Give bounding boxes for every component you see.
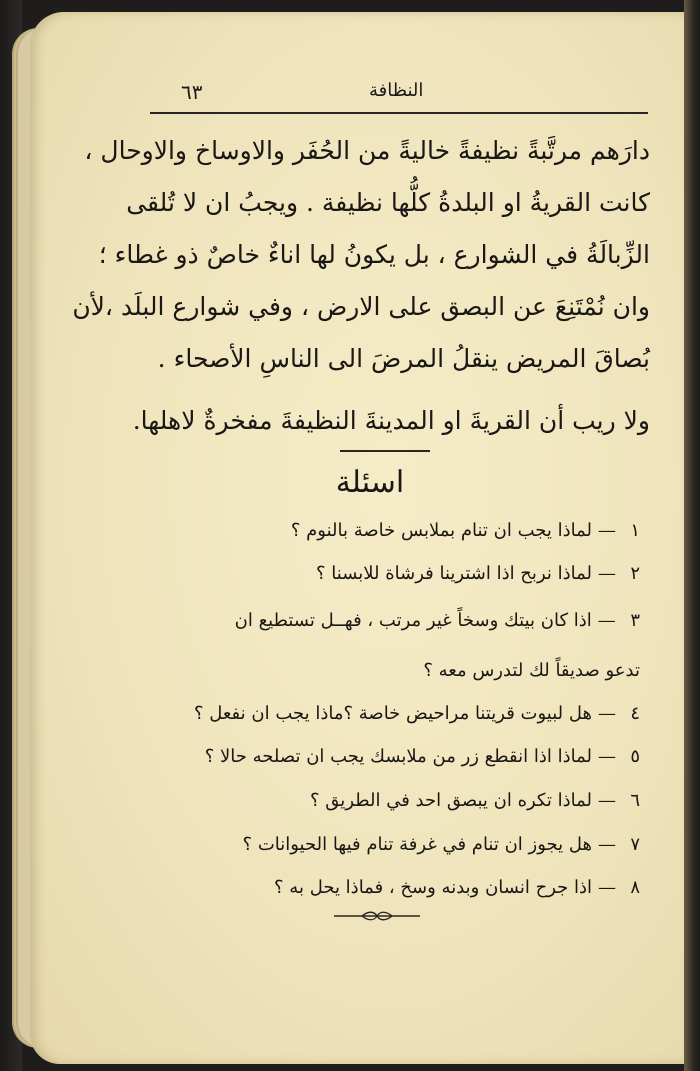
question-number: ١ bbox=[630, 520, 640, 541]
closing-line: ولا ريب أن القريةَ او المدينةَ النظيفةَ مفخرةٌ لاهلها. bbox=[132, 406, 650, 435]
question-item bbox=[243, 834, 640, 855]
body-line: الزِّبالَةُ في الشوارع ، بل يكونُ لها اناءٌ خاصٌ ذو غطاء ؛ bbox=[98, 240, 650, 269]
body-line: كانت القريةُ او البلدةُ كلُّها نظيفة . ويجبُ ان لا تُلقى bbox=[126, 188, 650, 217]
page-number: ٦٣ bbox=[181, 80, 203, 104]
question-text: اذا كان بيتك وسخاً غير مرتب ، فهــل تستطيع ان bbox=[234, 610, 592, 631]
question-text: تدعو صديقاً لك لتدرس معه ؟ bbox=[423, 660, 640, 681]
header-rule bbox=[150, 112, 648, 114]
section-rule bbox=[340, 450, 430, 452]
question-text: لماذا يجب ان تنام بملابس خاصة بالنوم ؟ bbox=[290, 520, 592, 541]
question-number: ٢ bbox=[630, 563, 640, 584]
question-dash: — bbox=[597, 610, 616, 631]
question-dash: — bbox=[598, 520, 616, 541]
question-text: لماذا نربح اذا اشترينا فرشاة للابسنا ؟ bbox=[316, 563, 592, 584]
question-text: هل لبيوت قريتنا مراحيض خاصة ؟ماذا يجب ان نفعل ؟ bbox=[193, 703, 592, 724]
question-number: ٣ bbox=[630, 610, 640, 631]
facing-page-edge bbox=[684, 0, 700, 1071]
page-header bbox=[155, 78, 645, 108]
question-text: لماذا اذا انقطع زر من ملابسك يجب ان تصلحه حالا ؟ bbox=[204, 746, 592, 767]
question-number: ٧ bbox=[630, 834, 640, 855]
question-number: ٦ bbox=[630, 790, 640, 811]
question-number: ٨ bbox=[630, 877, 640, 898]
body-paragraph bbox=[72, 125, 650, 447]
question-text: اذا جرح انسان وبدنه وسخ ، فماذا يحل به ؟ bbox=[274, 877, 592, 898]
question-continuation bbox=[423, 660, 640, 681]
question-item bbox=[274, 877, 640, 898]
running-title: النظافة bbox=[369, 80, 424, 101]
body-line: دارَهم مرتَّبةً نظيفةً خاليةً من الحُفَر والاوساخ والاوحال ، bbox=[84, 136, 650, 165]
question-item bbox=[291, 520, 640, 541]
body-line: وان نُمْتَنِعَ عن البصق على الارض ، وفي شوارع البلَد ،لأن bbox=[72, 292, 650, 321]
question-number: ٥ bbox=[630, 746, 640, 767]
question-dash: — bbox=[598, 877, 616, 898]
question-item bbox=[205, 746, 640, 767]
end-ornament-icon bbox=[332, 910, 422, 922]
question-item bbox=[316, 563, 640, 584]
questions-heading: اسئلة bbox=[335, 465, 405, 500]
question-item bbox=[194, 703, 640, 724]
question-dash: — bbox=[598, 834, 616, 855]
question-number: ٤ bbox=[630, 703, 640, 724]
question-dash: — bbox=[598, 790, 616, 811]
question-item bbox=[310, 790, 640, 811]
question-dash: — bbox=[598, 703, 616, 724]
question-text: هل يجوز ان تنام في غرفة تنام فيها الحيوانات ؟ bbox=[242, 834, 592, 855]
question-dash: — bbox=[598, 746, 616, 767]
question-dash: — bbox=[598, 563, 616, 584]
question-item bbox=[235, 610, 640, 631]
question-text: لماذا تكره ان يبصق احد في الطريق ؟ bbox=[310, 790, 592, 811]
body-line: بُصاقَ المريض ينقلُ المرضَ الى الناسِ الأصحاء . bbox=[157, 344, 650, 373]
